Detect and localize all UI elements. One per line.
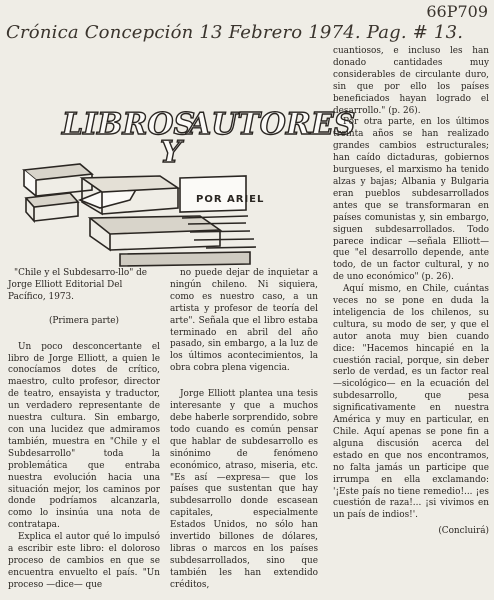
paragraph: cuantiosos, e incluso les han donado cantidades muy considerables de circulante duro, sin que por ello los países beneficiados hayan logrado el desarrollo." (p. 26). <box>333 46 489 116</box>
logo-word-autores: AUTORES <box>188 107 356 142</box>
libros-y-autores-logo <box>10 78 356 268</box>
book-citation: "Chile y el Subdesarro-llo" de Jorge Elliott Editorial Del Pacífico, 1973. <box>8 268 148 302</box>
books-illustration <box>24 164 256 266</box>
paragraph: Jorge Elliott plantea una tesis interesante y que a muchos debe haberle sorprendido, sobre todo cuando es común pensar que hablar de subdesarrollo es sinónimo de fenómeno económico, atraso, miseria, etc. "Es así —expresa— que los países que sustentan que hay subdesarrollo donde escasean capitales, especialmente Estados Unidos, no sólo han invertido billones de dólares, libras o marcos en los países subdesarrollados, sino que también les han extendido créditos, <box>170 389 318 590</box>
paragraph: Explica el autor qué lo impulsó a escribir este libro: el doloroso proceso de cambios en que se encuentra envuelto el país. "Un proceso —dice— que <box>8 532 160 590</box>
logo-word-libros: LIBROS <box>62 107 196 142</box>
paragraph: Aquí mismo, en Chile, cuántas veces no se pone en duda la inteligencia de los chilenos, su cultura, su modo de ser, y que el autor anota muy bien cuando dice: "Hacemos hincapié en la cuestión racial, porque, sin deber serlo de verdad, es un factor real —sicológico— en la ecuación del subdesarrollo, que pesa significativamente en nuestra América y muy en particular, en Chile. Aquí apenas se pone fin a alguna discusión acerca del estado en que nos encontramos, no falta jamás un participe que irrumpa en ella exclamando: '¡Este país no tiene remedio!... ¡es cuestión de raza!... ¡si vivimos en un país de indios!'. <box>333 284 489 521</box>
part-label: (Primera parte) <box>48 315 120 326</box>
logo-word-y: Y <box>160 135 182 170</box>
handwritten-source-note: Crónica Concepción 13 Febrero 1974. Pag. # 13. <box>6 22 464 43</box>
byline-label: POR ARIEL <box>196 194 265 205</box>
paragraph: Por otra parte, en los últimos treinta años se han realizado grandes cambios estructurales; han caído dictaduras, gobiernos burgueses, el marxismo ha tenido alzas y bajas; Albania y Bulgaria eran pueblos subdesarrollados antes que se transformaran en países comunistas y, sin embargo, siguen subdesarrollados. Todo parece indicar —señala Elliott— que "el desarrollo depende, ante todo, de un factor cultural, y no de uno económico" (p. 26). <box>333 117 489 283</box>
article-column-2 <box>170 268 318 592</box>
paragraph: Un poco desconcertante el libro de Jorge Elliott, a quien le conocíamos dotes de crítico, maestro, culto profesor, director de teatro, ensayista y traductor, un verdadero representante de nuestra cultura. Sin embargo, con una lucidez que admiramos también, muestra en "Chile y el Subdesarrollo" toda la problemática que entraba nuestra evolución hacia una situación mejor, los caminos por donde podríamos alcanzarla, como lo insinúa una nota de contratapa. <box>8 341 160 531</box>
catalog-number: 66P709 <box>426 2 488 21</box>
article-column-3 <box>333 46 489 538</box>
paragraph: no puede dejar de inquietar a ningún chileno. Ni siquiera, como es nuestro caso, a un artista y profesor de teoría del arte". Señala que el libro estaba terminado en abril del año pasado, sin embargo, a la luz de los últimos acontecimientos, la obra cobra plena vigencia. <box>170 268 318 374</box>
article-column-1 <box>8 268 160 592</box>
closing-note: (Concluirá) <box>438 526 489 537</box>
